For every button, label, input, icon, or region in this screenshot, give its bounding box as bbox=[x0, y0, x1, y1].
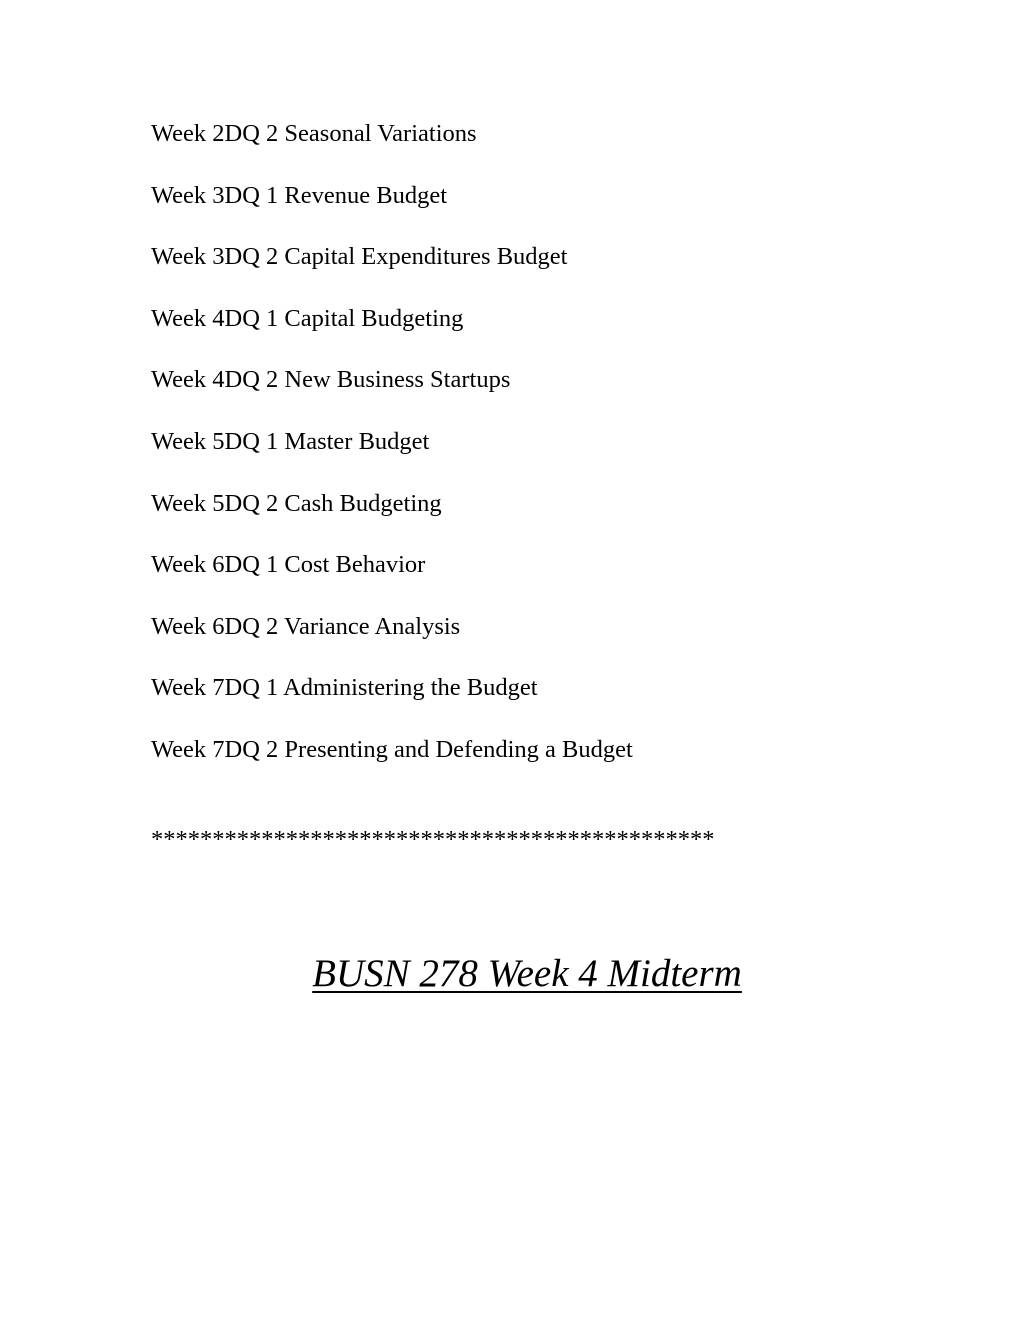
section-heading bbox=[0, 950, 1024, 998]
list-item: Week 5DQ 1 Master Budget bbox=[151, 427, 430, 455]
list-item: Week 7DQ 2 Presenting and Defending a Budget bbox=[151, 735, 633, 763]
list-item: Week 5DQ 2 Cash Budgeting bbox=[151, 489, 442, 517]
asterisk-separator: ********************************************** bbox=[151, 826, 715, 853]
list-item: Week 6DQ 2 Variance Analysis bbox=[151, 612, 461, 640]
section-heading-text: BUSN 278 Week 4 Midterm bbox=[312, 952, 742, 995]
list-item: Week 2DQ 2 Seasonal Variations bbox=[151, 120, 477, 147]
list-item: Week 6DQ 1 Cost Behavior bbox=[151, 551, 426, 579]
list-item: Week 7DQ 1 Administering the Budget bbox=[151, 674, 538, 702]
list-item: Week 4DQ 2 New Business Startups bbox=[151, 366, 511, 394]
list-item: Week 3DQ 1 Revenue Budget bbox=[151, 181, 448, 209]
discussion-question-list bbox=[151, 119, 633, 797]
list-item: Week 4DQ 1 Capital Budgeting bbox=[151, 304, 464, 332]
list-item: Week 3DQ 2 Capital Expenditures Budget bbox=[151, 243, 568, 271]
